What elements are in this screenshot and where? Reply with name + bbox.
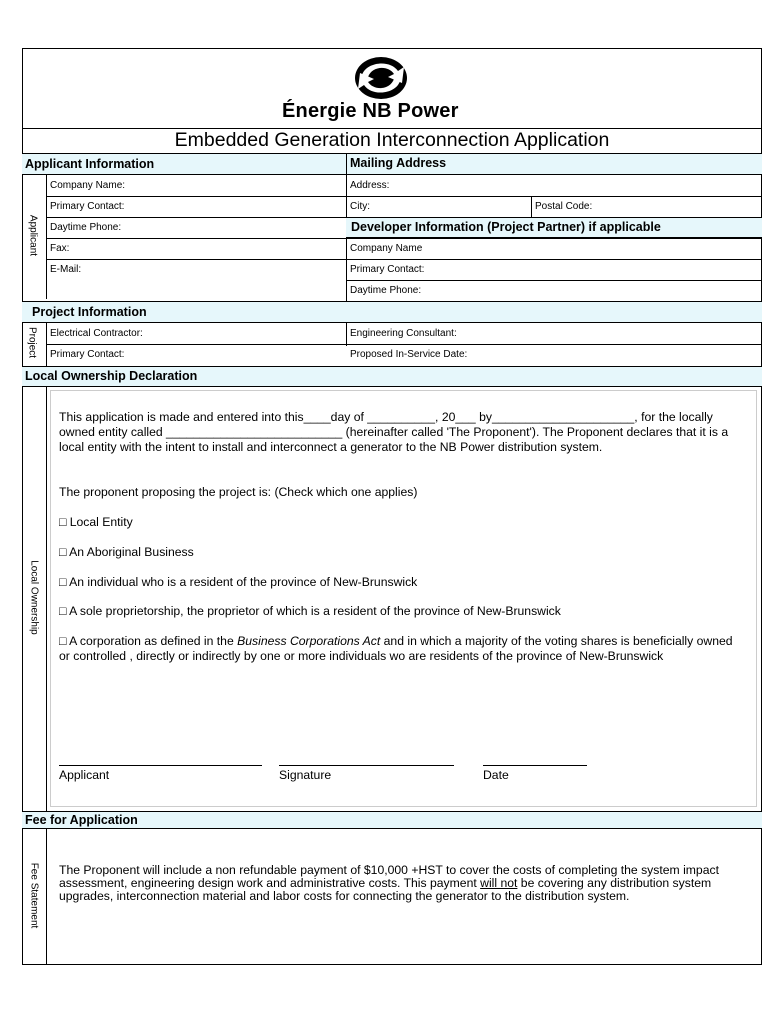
daytime-phone-field[interactable]: Daytime Phone: [50, 222, 122, 233]
applicant-section-label: Applicant Information [25, 157, 155, 171]
nb-power-logo-icon [350, 53, 412, 103]
applicant-side-label: Applicant [27, 214, 39, 257]
project-side-label: Project [26, 326, 38, 359]
brand-name: Énergie NB Power [282, 100, 459, 122]
declaration-prompt: The proponent proposing the project is: (Check which one applies) [59, 485, 418, 499]
row-line [46, 238, 762, 239]
option-aboriginal-business[interactable]: □ An Aboriginal Business [59, 545, 194, 559]
ownership-side-label: Local Ownership [28, 560, 40, 635]
signature-label: Signature [279, 768, 332, 782]
fee-text-after: be covering any distribution system upgrades, interconnection material and labor costs for connecting the generator to the distribution system. [59, 876, 712, 903]
developer-section-label: Developer Information (Project Partner) if applicable [351, 220, 661, 234]
fee-section-label: Fee for Application [25, 813, 138, 827]
address-field[interactable]: Address: [350, 180, 390, 191]
company-name-field[interactable]: Company Name: [50, 180, 126, 191]
project-contact-field[interactable]: Primary Contact: [50, 349, 125, 360]
project-section-label: Project Information [32, 305, 147, 319]
fee-statement [59, 864, 731, 903]
applicant-side-divider [46, 175, 47, 299]
date-label: Date [483, 768, 509, 782]
electrical-contractor-field[interactable]: Electrical Contractor: [50, 328, 143, 339]
developer-contact-field[interactable]: Primary Contact: [350, 264, 425, 275]
city-field[interactable]: City: [350, 201, 370, 212]
email-field[interactable]: E-Mail: [50, 264, 82, 275]
ownership-section-label: Local Ownership Declaration [25, 369, 198, 383]
engineering-consultant-field[interactable]: Engineering Consultant: [350, 328, 457, 339]
row-line [46, 344, 762, 345]
row-line [346, 280, 762, 281]
applicant-signature-line[interactable] [59, 765, 262, 766]
fee-side-label: Fee Statement [28, 862, 40, 929]
page-title: Embedded Generation Interconnection Application [174, 129, 610, 151]
declaration-paragraph: This application is made and entered into this____day of __________, 20___ by_____________________, for the locally owned entity called __________________________ (hereinafter called 'The Proponent'). The Proponent declares that it is a local entity with the intent to install and interconnect a generator to the NB Power distribution system. [59, 410, 729, 454]
option-corporation[interactable] [59, 634, 739, 664]
signature-line[interactable] [279, 765, 454, 766]
row-line [46, 259, 762, 260]
fee-side-divider [46, 829, 47, 965]
developer-company-field[interactable]: Company Name [350, 243, 423, 254]
primary-contact-field[interactable]: Primary Contact: [50, 201, 125, 212]
option-local-entity[interactable]: □ Local Entity [59, 515, 133, 529]
corporation-act-name: Business Corporations Act [237, 634, 381, 648]
corporation-text-suffix: and in which a majority of the voting shares is beneficially owned or controlled , directly or indirectly by one or more individuals wo are residents of the province of New-Brunswick [59, 634, 733, 663]
date-line[interactable] [483, 765, 587, 766]
option-individual-resident[interactable]: □ An individual who is a resident of the province of New-Brunswick [59, 575, 418, 589]
option-sole-proprietorship[interactable]: □ A sole proprietorship, the proprietor of which is a resident of the province of New-Brunswick [59, 604, 561, 618]
corporation-text-prefix: □ A corporation as defined in the [59, 634, 238, 648]
developer-phone-field[interactable]: Daytime Phone: [350, 285, 422, 296]
mailing-section-label: Mailing Address [350, 156, 447, 170]
postal-code-field[interactable]: Postal Code: [535, 201, 593, 212]
fax-field[interactable]: Fax: [50, 243, 70, 254]
ownership-side-divider [46, 387, 47, 811]
fee-text-before: The Proponent will include a non refundable payment of $10,000 +HST to cover the costs of completing the system impact assessment, engineering design work and administrative costs. This payment [59, 863, 719, 890]
in-service-date-field[interactable]: Proposed In-Service Date: [350, 349, 468, 360]
postal-divider [531, 196, 532, 217]
applicant-signature-label: Applicant [59, 768, 110, 782]
row-line [46, 196, 762, 197]
fee-emphasis: will not [480, 876, 518, 890]
